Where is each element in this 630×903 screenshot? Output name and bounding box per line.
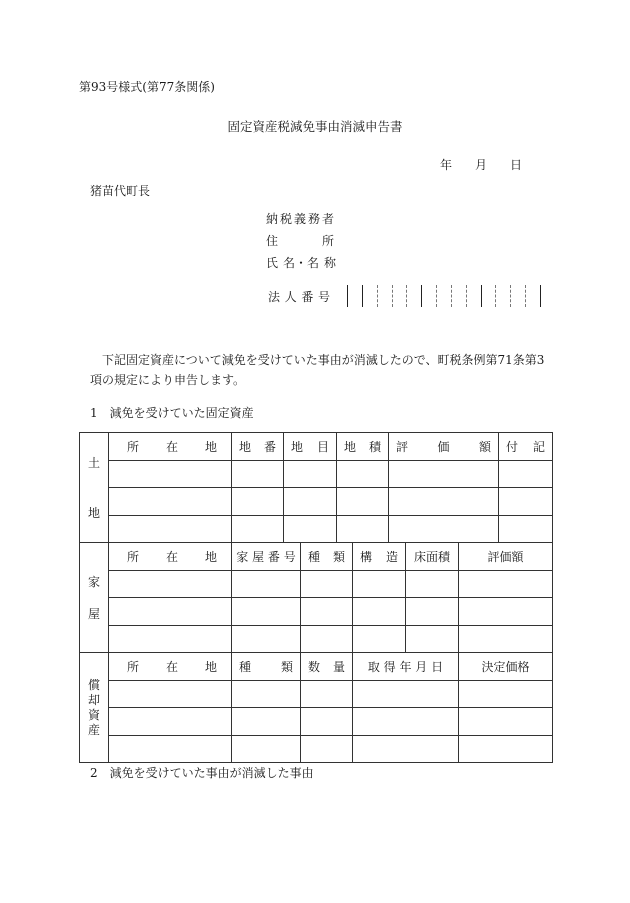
land-cell[interactable] (499, 515, 553, 543)
dep-cell[interactable] (109, 735, 232, 763)
house-header-location: 所 在 地 (109, 543, 232, 571)
table-row (80, 460, 553, 488)
table-row (80, 680, 553, 708)
house-cell[interactable] (353, 598, 406, 626)
house-header-type: 種 類 (301, 543, 353, 571)
land-header-land-category: 地 目 (284, 433, 337, 461)
house-cell[interactable] (459, 570, 553, 598)
land-cell[interactable] (499, 488, 553, 516)
form-code: 第93号様式(第77条関係) (79, 80, 215, 94)
corp-digit-box[interactable] (348, 285, 362, 307)
house-cell[interactable] (232, 598, 301, 626)
section-1-title: 1 減免を受けていた固定資産 (90, 406, 254, 420)
dep-cell[interactable] (459, 735, 553, 763)
corp-digit-box[interactable] (436, 285, 451, 307)
table-row (80, 625, 553, 653)
house-cell[interactable] (232, 625, 301, 653)
land-category-bottom: 地 (87, 505, 100, 520)
land-cell[interactable] (337, 515, 389, 543)
land-header-notes: 付 記 (499, 433, 553, 461)
house-cell[interactable] (109, 625, 232, 653)
land-cell[interactable] (109, 460, 232, 488)
table-row (80, 598, 553, 626)
land-cell[interactable] (337, 460, 389, 488)
dep-cell[interactable] (353, 708, 459, 736)
house-category-bottom: 屋 (87, 606, 100, 621)
house-cell[interactable] (406, 598, 459, 626)
house-header-house-number: 家 屋 番 号 (232, 543, 301, 571)
land-cell[interactable] (109, 515, 232, 543)
house-cell[interactable] (109, 570, 232, 598)
dep-cell[interactable] (301, 680, 353, 708)
house-cell[interactable] (459, 598, 553, 626)
corp-digit-box[interactable] (362, 285, 377, 307)
house-cell[interactable] (232, 570, 301, 598)
dep-cell[interactable] (232, 735, 301, 763)
land-cell[interactable] (284, 460, 337, 488)
declaration-text: 下記固定資産について減免を受けていた事由が消滅したので、町税条例第71条第3項の規定により申告します。 (90, 353, 545, 387)
house-cell[interactable] (301, 625, 353, 653)
corp-digit-box[interactable] (421, 285, 436, 307)
name-label: 氏 名・名 称 (266, 256, 336, 270)
dep-cell[interactable] (353, 735, 459, 763)
dep-cell[interactable] (109, 680, 232, 708)
land-category-cell (80, 433, 109, 543)
house-header-floor-area: 床面積 (406, 543, 459, 571)
corp-digit-box[interactable] (481, 285, 496, 307)
land-cell[interactable] (389, 488, 499, 516)
corp-digit-box[interactable] (466, 285, 481, 307)
land-header-location: 所 在 地 (109, 433, 232, 461)
table-row (80, 515, 553, 543)
corp-digit-box[interactable] (495, 285, 510, 307)
depreciable-category-cell (80, 653, 109, 763)
dep-cell[interactable] (232, 708, 301, 736)
house-cell[interactable] (109, 598, 232, 626)
table-row (80, 708, 553, 736)
dep-header-location: 所 在 地 (109, 653, 232, 681)
date-line (440, 158, 522, 172)
house-category-cell (80, 543, 109, 653)
asset-table (79, 432, 553, 763)
dep-cell[interactable] (109, 708, 232, 736)
corporate-number-label: 法 人 番 号 (268, 290, 330, 304)
house-cell[interactable] (406, 625, 459, 653)
house-cell[interactable] (353, 570, 406, 598)
land-cell[interactable] (337, 488, 389, 516)
dep-cell[interactable] (301, 735, 353, 763)
document-title: 固定資産税減免事由消滅申告書 (227, 119, 403, 134)
house-header-structure: 構 造 (353, 543, 406, 571)
land-cell[interactable] (109, 488, 232, 516)
dep-cell[interactable] (459, 708, 553, 736)
corp-digit-box[interactable] (377, 285, 392, 307)
land-header-valuation: 評 価 額 (389, 433, 499, 461)
land-category-top: 土 (87, 455, 100, 470)
address-label: 住 所 (266, 234, 334, 248)
house-header-valuation: 評価額 (459, 543, 553, 571)
house-cell[interactable] (406, 570, 459, 598)
table-row (80, 735, 553, 763)
land-cell[interactable] (284, 515, 337, 543)
land-cell[interactable] (499, 460, 553, 488)
section-2-title: 2 減免を受けていた事由が消滅した事由 (90, 766, 314, 780)
land-cell[interactable] (232, 460, 284, 488)
dep-cell[interactable] (301, 708, 353, 736)
house-cell[interactable] (301, 570, 353, 598)
taxpayer-label: 納 税 義 務 者 (266, 212, 334, 226)
recipient: 猪苗代町長 (90, 184, 151, 198)
land-header-lot-number: 地 番 (232, 433, 284, 461)
table-row (80, 570, 553, 598)
table-row (80, 488, 553, 516)
house-cell[interactable] (301, 598, 353, 626)
corp-digit-box[interactable] (451, 285, 466, 307)
land-cell[interactable] (389, 515, 499, 543)
date-day-label: 日 (509, 158, 522, 172)
dep-header-acquired: 取 得 年 月 日 (353, 653, 459, 681)
house-cell[interactable] (459, 625, 553, 653)
dep-header-price: 決定価格 (459, 653, 553, 681)
land-cell[interactable] (232, 515, 284, 543)
date-month-label: 月 (474, 158, 487, 172)
dep-header-type: 種 類 (232, 653, 301, 681)
land-cell[interactable] (284, 488, 337, 516)
corporate-number-boxes[interactable] (347, 285, 541, 307)
land-cell[interactable] (232, 488, 284, 516)
house-category-top: 家 (87, 574, 100, 589)
corp-digit-box[interactable] (525, 285, 540, 307)
land-header-area: 地 積 (337, 433, 389, 461)
dep-cell[interactable] (459, 680, 553, 708)
corp-digit-box[interactable] (406, 285, 421, 307)
house-cell[interactable] (353, 625, 406, 653)
dep-cell[interactable] (232, 680, 301, 708)
land-cell[interactable] (389, 460, 499, 488)
corp-digit-box[interactable] (510, 285, 525, 307)
corp-digit-box[interactable] (392, 285, 407, 307)
dep-cell[interactable] (353, 680, 459, 708)
depreciable-category-label: 償却資産 (87, 677, 100, 737)
dep-header-quantity: 数 量 (301, 653, 353, 681)
date-year-label: 年 (440, 158, 453, 172)
